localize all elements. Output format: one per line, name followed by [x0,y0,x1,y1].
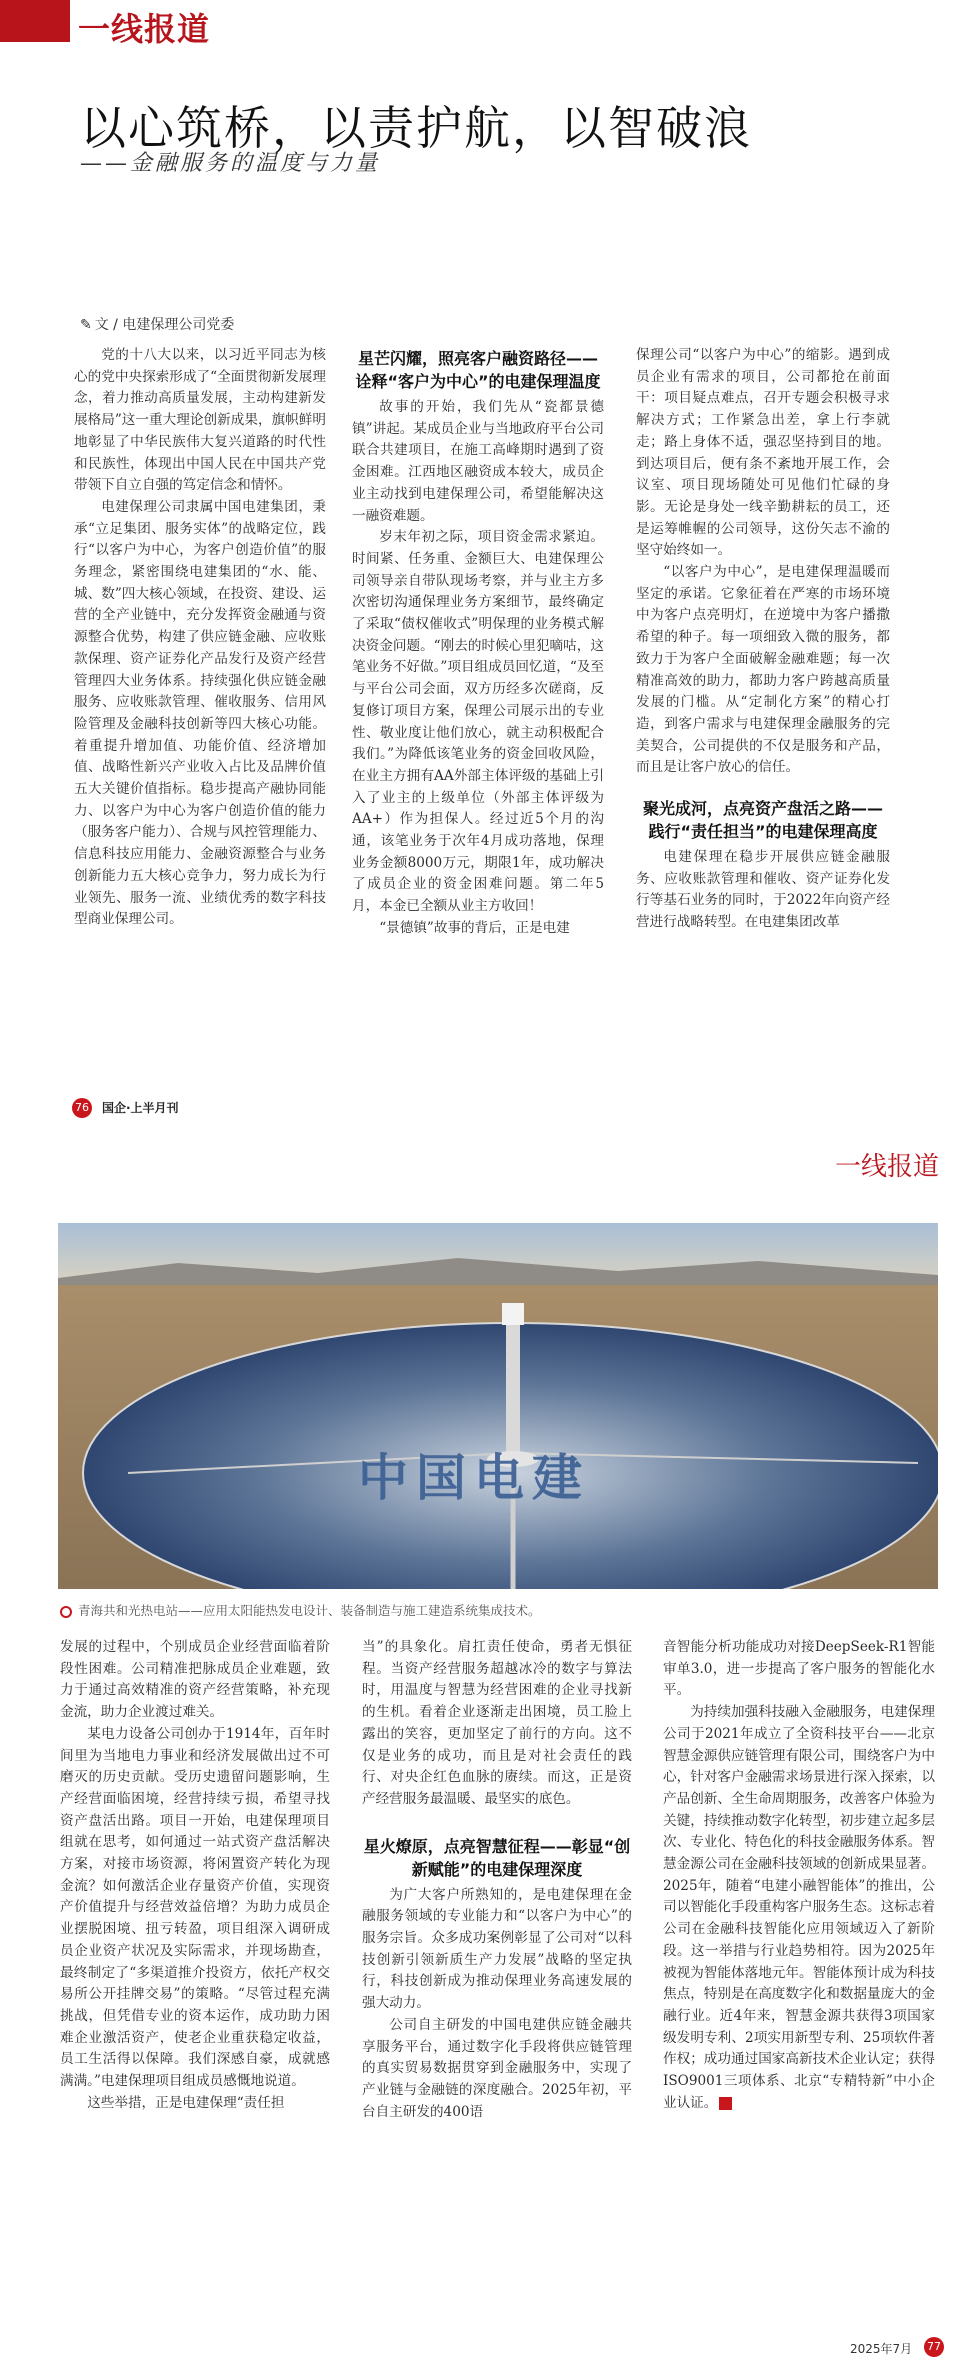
paragraph: 保理公司“以客户为中心”的缩影。遇到成员企业有需求的项目，公司都抢在前面干：项目疑点难点，召开专题会积极寻求解决方式；工作紧急出差，拿上行李就走；路上身体不适，强忍坚持到目的地。到达项目后，便有条不紊地开展工作，会议室、项目现场随处可见他们忙碌的身影。无论是身处一线辛勤耕耘的员工，还是运筹帷幄的公司领导，这份矢志不渝的坚守始终如一。 [636,347,890,559]
caption-text: 青海共和光热电站——应用太阳能热发电设计、装备制造与施工建造系统集成技术。 [78,1603,541,1618]
solar-plant-photo [58,1223,938,1589]
section-color-bar [0,0,70,42]
section-title: 一线报道 [834,1152,939,1182]
paragraph: 岁末年初之际，项目资金需求紧迫。时间紧、任务重、金额巨大、电建保理公司领导亲自带队现场考察，并与业主方多次密切沟通保理业务方案细节，最终确定了采取“债权催收式”明保理的业务模式解决资金问题。“刚去的时候心里犯嘀咕，这笔业务不好做。”项目组成员回忆道，“及至与平台公司会面，双方历经多次磋商，反复修订项目方案，保理公司展示出的专业性、敬业度让他们放心，就主动积极配合我们。”为降低该笔业务的资金回收风险，在业主方拥有AA外部主体评级的基础上引入了业主的上级单位（外部主体评级为AA+）作为担保人。经过近5个月的沟通，该笔业务于次年4月成功落地，保理业务金额8000万元，期限1年，成功解决了成员企业的资金困难问题。第二年5月，本金已全额从业主方收回！ [352,529,604,915]
paragraph: 党的十八大以来，以习近平同志为核心的党中央探索形成了“全面贯彻新发展理念，着力推动高质量发展，主动构建新发展格局”这一重大理论创新成果，旗帜鲜明地彰显了中华民族伟大复兴道路的时代性和民族性，体现出中国人民在中国共产党带领下自立自强的笃定信念和情怀。 [74,347,326,494]
page1-column-1 [74,345,326,931]
section-heading: 聚光成河，点亮资产盘活之路——践行“责任担当”的电建保理高度 [642,799,883,842]
solar-plant-illustration [58,1223,938,1589]
paragraph: 为广大客户所熟知的，是电建保理在金融服务领域的专业能力和“以客户为中心”的服务宗旨。众多成功案例彰显了公司对“以科技创新引领新质生产力发展”战略的坚定执行，科技创新成为推动保理业务高速发展的强大动力。 [362,1886,632,2012]
paragraph-text: 为持续加强科技融入金融服务，电建保理公司于2021年成立了全资科技平台——北京智慧金源供应链管理有限公司，围绕客户为中心，针对客户金融需求场景进行深入探索，以产品创新、全生命周期服务，改善客户体验为关键，持续推动数字化转型，初步建立起多层次、专业化、特色化的科技金融服务体系。智慧金源公司在金融科技领域的创新成果显著。2025年，随着“电建小融智能体”的推出，公司以智能化手段重构客户服务生态。这标志着公司在金融科技智能化应用领域迈入了新阶段。这一举措与行业趋势相符。因为2025年被视为智能体落地元年。智能体预计成为科技焦点，特别是在高度数字化和数据量庞大的金融行业。近4年来，智慧金源共获得3项国家级发明专利、2项实用新型专利、25项软件著作权；成功通过国家高新技术企业认定；获得ISO9001三项体系、北京“专精特新”中小企业认证。 [663,1704,935,2111]
paragraph: 这些举措，正是电建保理“责任担 [87,2094,285,2111]
paragraph: 某电力设备公司创办于1914年，百年时间里为当地电力事业和经济发展做出过不可磨灭的历史贡献。受历史遗留问题影响，生产经营面临困境，经营持续亏损，希望寻找资产盘活出路。项目一开始，电建保理项目组就在思考，如何通过一站式资产盘活解决方案，对接市场资源，将闲置资产转化为现金流？如何激活企业存量资产价值，实现资产价值提升与经营效益倍增？为助力成员企业摆脱困境、扭亏转盈，项目组深入调研成员企业资产状况及实际需求，并现场勘查，最终制定了“多渠道推介投资方，依托产权交易所公开挂牌交易”的策略。“尽管过程充满挑战，但凭借专业的资本运作，成功助力困难企业激活资产，使老企业重获稳定收益，员工生活得以保障。我们深感自豪，成就感满满。”电建保理项目组成员感慨地说道。 [60,1725,330,2090]
paragraph: 发展的过程中，个别成员企业经营面临着阶段性困难。公司精准把脉成员企业难题，致力于通过高效精准的资产经营策略，补充现金流，助力企业渡过难关。 [60,1639,330,1721]
issue-date: 2025年7月 [850,2342,913,2356]
end-mark-icon: J [719,2097,732,2110]
page-number: 76 [72,1098,92,1118]
page-number: 77 [924,2337,944,2357]
page2-column-2 [362,1637,632,2123]
paragraph: “景德镇”故事的背后，正是电建 [379,919,570,936]
pen-icon: ✎ [80,317,92,333]
section-heading: 星火燎原，点亮智慧征程——彰显“创新赋能”的电建保理深度 [363,1836,631,1879]
paragraph: 电建保理在稳步开展供应链金融服务、应收账款管理和催收、资产证券化发行等基石业务的同时，于2022年向资产经营进行战略转型。在电建集团改革 [636,849,890,931]
photo-caption [60,1601,541,1619]
page2-column-1 [60,1637,330,2114]
paragraph: 故事的开始，我们先从“瓷都景德镇”讲起。某成员企业与当地政府平台公司联合共建项目，在施工高峰期时遇到了资金困难。江西地区融资成本较大，成员企业主动找到电建保理公司，希望能解决这一融资难题。 [352,399,604,524]
paragraph: 电建保理公司隶属中国电建集团，秉承“立足集团、服务实体”的战略定位，践行“以客户为中心，为客户创造价值”的服务理念，紧密围绕电建集团的“水、能、城、数”四大核心领域，在投资、建设、运营的全产业链中，充分发挥资金融通与资源整合优势，构建了供应链金融、应收账款保理、资产证券化产品发行及资产经营管理四大业务体系。持续强化供应链金融服务、应收账款管理、催收服务、信用风险管理及金融科技创新等四大核心功能。着重提升增加值、功能价值、经济增加值、战略性新兴产业收入占比及品牌价值五大关键价值指标。稳步提高产融协同能力、以客户为中心为客户创造价值的能力（服务客户能力）、合规与风控管理能力、信息科技应用能力、金融资源整合与业务创新能力五大核心竞争力，努力成长为行业领先、服务一流、业绩优秀的数字科技型商业保理公司。 [74,498,326,928]
article-title: 以心筑桥，以责护航，以智破浪 [80,101,752,155]
paragraph: 音智能分析功能成功对接DeepSeek-R1智能审单3.0，进一步提高了客户服务的智能化水平。 [663,1639,935,1699]
page1-column-2 [352,347,604,940]
byline-text: 文 / 电建保理公司党委 [94,317,235,333]
photo-logo-text: 中国电建 [358,1449,590,1507]
section-heading: 星芒闪耀，照亮客户融资路径——诠释“客户为中心”的电建保理温度 [355,349,601,391]
article-subtitle: ——金融服务的温度与力量 [80,151,381,176]
paragraph: “以客户为中心”，是电建保理温暖而坚定的承诺。它象征着在严寒的市场环境中为客户点亮明灯，在逆境中为客户播撒希望的种子。每一项细致入微的服务，都致力于为客户全面破解金融难题；每一次精准高效的助力，都助力客户跨越高质量发展的门槛。从“定制化方案”的精心打造，到客户需求与电建保理金融服务的完美契合，公司提供的不仅是服务和产品，而且是让客户放心的信任。 [636,564,890,776]
page1-column-3 [636,345,890,934]
paragraph: 当”的具象化。肩扛责任使命，勇者无惧征程。当资产经营服务超越冰冷的数字与算法时，用温度与智慧为经营困难的企业寻找新的生机。看着企业逐渐走出困境，员工脸上露出的笑容，更加坚定了前行的方向。这不仅是业务的成功，而且是对社会责任的践行、对央企红色血脉的赓续。而这，正是资产经营服务最温暖、最坚实的底色。 [362,1639,632,1807]
section-title: 一线报道 [78,10,211,48]
byline [80,314,234,334]
paragraph: 公司自主研发的中国电建供应链金融共享服务平台，通过数字化手段将供应链管理的真实贸易数据贯穿到金融服务中，实现了产业链与金融链的深度融合。2025年初，平台自主研发的400语 [362,2016,632,2120]
publication-label: 国企·上半月刊 [102,1101,179,1115]
circle-bullet-icon [60,1606,72,1618]
page2-column-3 [663,1637,935,2114]
paragraph [663,1702,935,2114]
